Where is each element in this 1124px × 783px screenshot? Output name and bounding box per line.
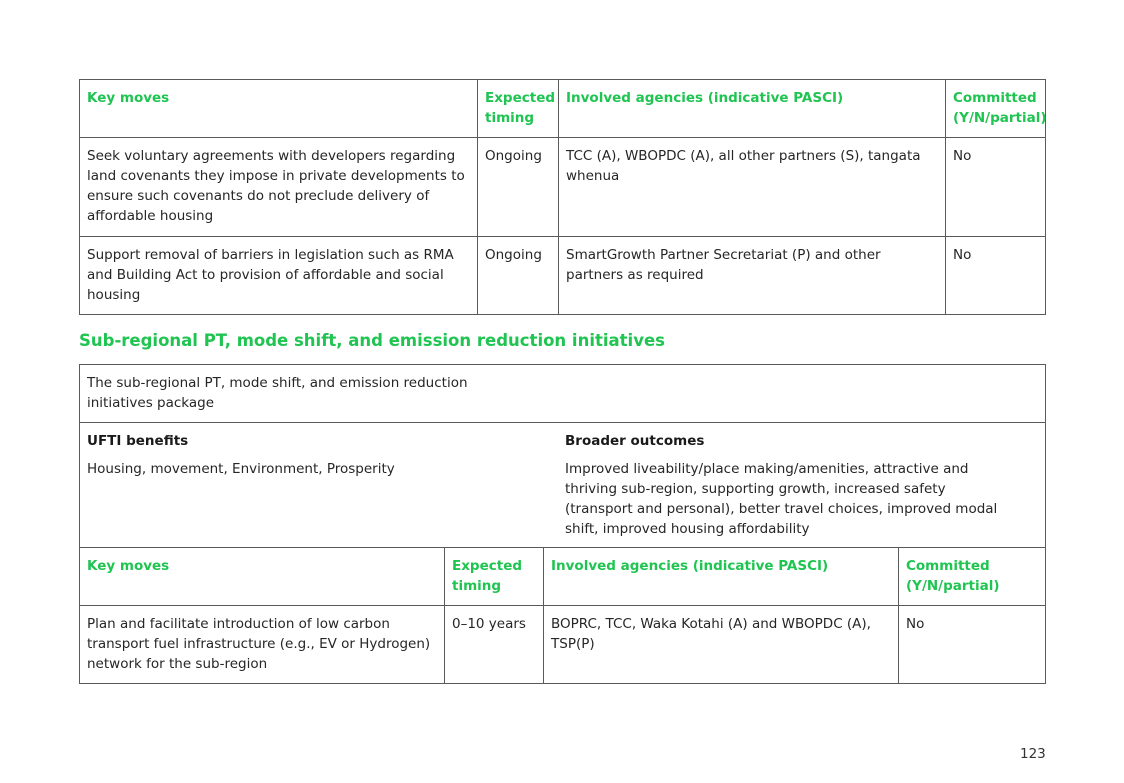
timing-cell: Ongoing [478, 138, 559, 237]
package-title-row [80, 365, 1046, 423]
ufti-benefits-label: UFTI benefits [87, 433, 189, 449]
table-row [80, 237, 1046, 315]
committed-cell: No [946, 138, 1046, 237]
committed-cell: No [946, 237, 1046, 315]
agencies-cell: BOPRC, TCC, Waka Kotahi (A) and WBOPDC (A), TSP(P) [544, 606, 899, 684]
timing-cell: 0–10 years [445, 606, 544, 684]
header-involved-agencies: Involved agencies (indicative PASCI) [544, 548, 899, 606]
page-number: 123 [1020, 746, 1046, 762]
header-committed: Committed (Y/N/partial) [899, 548, 1046, 606]
header-key-moves: Key moves [80, 548, 445, 606]
table-header-row [80, 80, 1046, 138]
header-involved-agencies: Involved agencies (indicative PASCI) [559, 80, 946, 138]
header-key-moves: Key moves [80, 80, 478, 138]
header-committed: Committed (Y/N/partial) [946, 80, 1046, 138]
table-row [80, 606, 1046, 684]
timing-cell: Ongoing [478, 237, 559, 315]
key-move-cell: Support removal of barriers in legislation such as RMA and Building Act to provision of affordable and social housing [80, 237, 478, 315]
table-row [80, 138, 1046, 237]
committed-cell: No [899, 606, 1046, 684]
ufti-benefits-value: Housing, movement, Environment, Prosperity [87, 461, 395, 477]
package-title: The sub-regional PT, mode shift, and emission reduction initiatives package [87, 375, 468, 411]
agencies-cell: TCC (A), WBOPDC (A), all other partners (S), tangata whenua [559, 138, 946, 237]
benefits-row [80, 423, 1046, 548]
header-expected-timing: Expected timing [445, 548, 544, 606]
agencies-cell: SmartGrowth Partner Secretariat (P) and other partners as required [559, 237, 946, 315]
broader-outcomes-value: Improved liveability/place making/amenities, attractive and thriving sub-region, supporting growth, increased safety (transport and personal), better travel choices, improved modal shift, improved housing affordability [565, 461, 998, 537]
table-header-row [80, 548, 1046, 606]
key-move-cell: Seek voluntary agreements with developers regarding land covenants they impose in private developments to ensure such covenants do not preclude delivery of affordable housing [80, 138, 478, 237]
broader-outcomes-label: Broader outcomes [565, 433, 705, 449]
key-moves-table-pt [79, 364, 1046, 684]
section-heading: Sub-regional PT, mode shift, and emission reduction initiatives [79, 331, 665, 350]
key-moves-table-housing [79, 79, 1046, 315]
header-expected-timing: Expected timing [478, 80, 559, 138]
key-move-cell: Plan and facilitate introduction of low carbon transport fuel infrastructure (e.g., EV or Hydrogen) network for the sub-region [80, 606, 445, 684]
